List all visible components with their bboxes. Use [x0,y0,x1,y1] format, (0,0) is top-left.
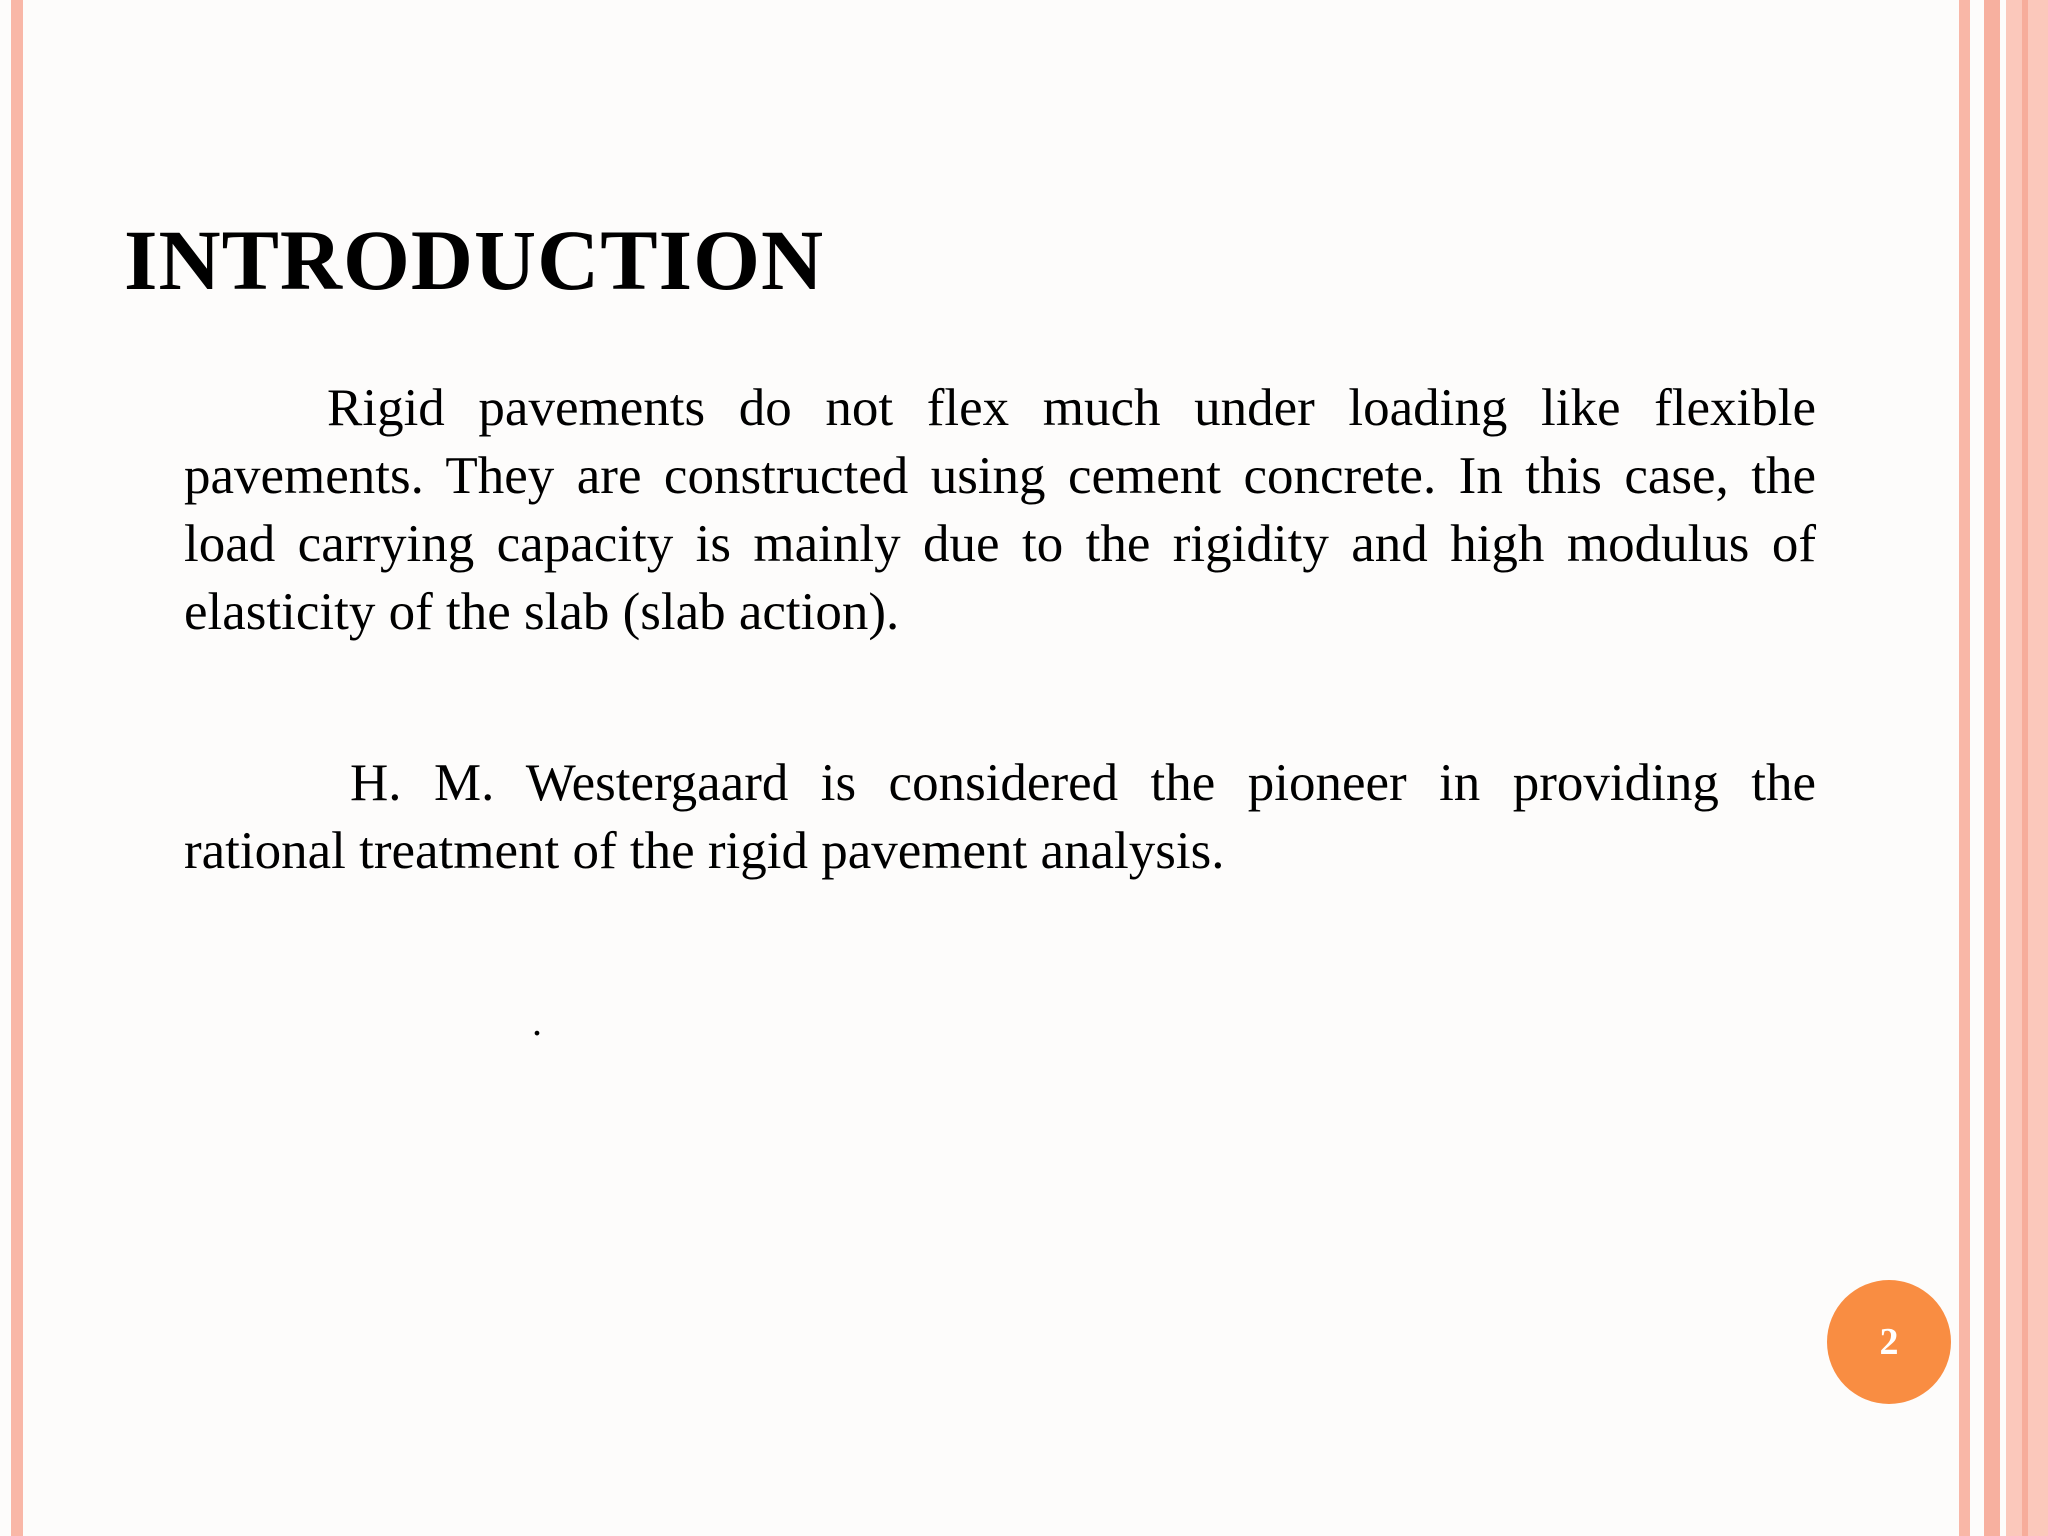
left-border-stripe [11,0,23,1536]
right-border-stripe [2022,0,2028,1536]
right-border-stripe [1984,0,2000,1536]
body-paragraph-rigid-pavements: Rigid pavements do not flex much under loading like flexible pavements. They are constructed using cement concrete. In this case, the load carrying capacity is mainly due to the rigidity and high modulus of elasticity of the slab (slab action). [184,379,1816,641]
stray-period: . [532,999,542,1044]
body-paragraph-westergaard: H. M. Westergaard is considered the pioneer in providing the rational treatment of the rigid pavement analysis. [184,754,1816,880]
right-border-stripe [1959,0,1970,1536]
slide-title: INTRODUCTION [124,212,825,308]
page-number-badge: 2 [1827,1280,1951,1404]
